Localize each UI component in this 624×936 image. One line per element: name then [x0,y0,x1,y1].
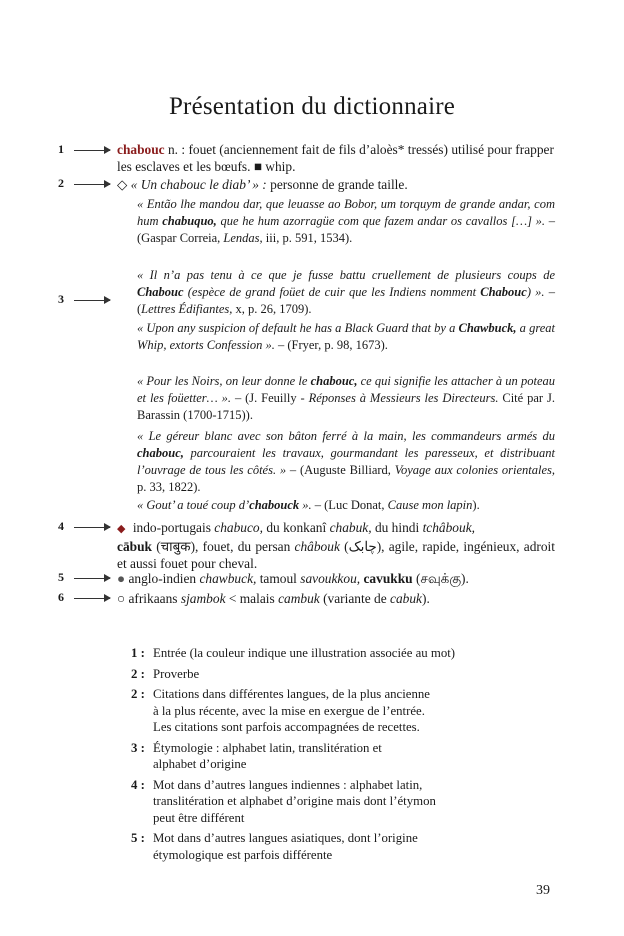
diamond-filled-icon: ◆ [117,523,126,535]
open-circle-icon: ○ [117,591,126,606]
legend-item: 2 : Proverbe [131,666,200,681]
quotation: « Então lhe mandou dar, que leuasse ao Bobor, um torquym de grande andar, com hum chabuquo, que he hum azorragüe com que fazem andar os cavallos […] ». – (Gaspar Correia, Lendas, iii, p. 591, 1534). [137,197,556,245]
legend-item: 5 : Mot dans d’autres langues asiatiques, dont l’origine étymologique est parfois différente [131,831,418,862]
arrow-icon [74,300,110,301]
legend-item: 4 : Mot dans d’autres langues indiennes : alphabet latin, translitération et alphabet d’origine mais dont l’étymon peut être différent [131,777,436,825]
legend-item: 3 : Étymologie : alphabet latin, translitération et alphabet d’origine [131,740,382,771]
page-number: 39 [536,883,550,898]
asian-languages-line: ● anglo-indien chawbuck, tamoul savoukkou, cavukku (சவுக்கு). [117,571,469,586]
square-icon: ■ [253,159,262,174]
arrow-icon [74,184,110,185]
quotation: « Il n’a pas tenu à ce que je fusse battu cruellement de plusieurs coups de Chabouc (espèce de grand foüet de cuir que les Indiens nomment Chabouc) ». – (Lettres Édifiantes, x, p. 26, 1709). [137,268,555,316]
etymology: ◆ indo-portugais chabuco, du konkanî chabuk, du hindi tchâbouk, cābuk (चाबुक), fouet, du persan châbouk (چابک), agile, rapide, ingénieux, adroit et aussi fouet pour cheval. [117,520,555,571]
quotation: « Gout’ a toué coup d’chabouck ». – (Luc Donat, Cause mon lapin). [137,498,480,512]
dictionary-entry: chabouc n. : fouet (anciennement fait de fils d’aloès* tressés) utilisé pour frapper les esclaves et les bœufs. ■ whip. [117,142,554,174]
other-languages-line: ○ afrikaans sjambok < malais cambuk (variante de cabuk). [117,591,430,606]
arrow-icon [74,578,110,579]
filled-circle-icon: ● [117,571,126,586]
callout-marker-1: 1 [58,142,110,157]
callout-marker-6: 6 [58,590,110,605]
arrow-icon [74,527,110,528]
arrow-icon [74,150,110,151]
callout-marker-5: 5 [58,570,110,585]
diamond-outline-icon: ◇ [117,177,128,192]
callout-marker-2: 2 [58,176,110,191]
quotation: « Pour les Noirs, on leur donne le chabouc, ce qui signifie les attacher à un poteau et les foüetter… ». – (J. Feuilly - Réponses à Messieurs les Directeurs. Cité par J. Barassin (1700-1715)). [137,374,555,422]
headword: chabouc [117,142,165,157]
callout-marker-3: 3 [58,292,110,307]
callout-marker-4: 4 [58,519,110,534]
page-title: Présentation du dictionnaire [168,92,456,120]
proverb-line: ◇ « Un chabouc le diab’ » : personne de grande taille. [117,177,408,192]
quotation: « Upon any suspicion of default he has a Black Guard that by a Chawbuck, a great Whip, extorts Confession ». – (Fryer, p. 98, 1673). [137,321,556,352]
arrow-icon [74,598,110,599]
legend-item: 2 : Citations dans différentes langues, de la plus ancienne à la plus récente, avec la mise en exergue de l’entrée. Les citations sont parfois accompagnées de recettes. [131,687,430,734]
legend [131,645,531,867]
quotation: « Le géreur blanc avec son bâton ferré à la main, les commandeurs armés du chabouc, parcouraient les travaux, gourmandant les paresseux, et distribuant l’ouvrage de tous les côtés. » – (Auguste Billiard, Voyage aux colonies orientales, p. 33, 1822). [137,429,555,494]
legend-item: 1 : Entrée (la couleur indique une illustration associée au mot) [131,646,456,660]
